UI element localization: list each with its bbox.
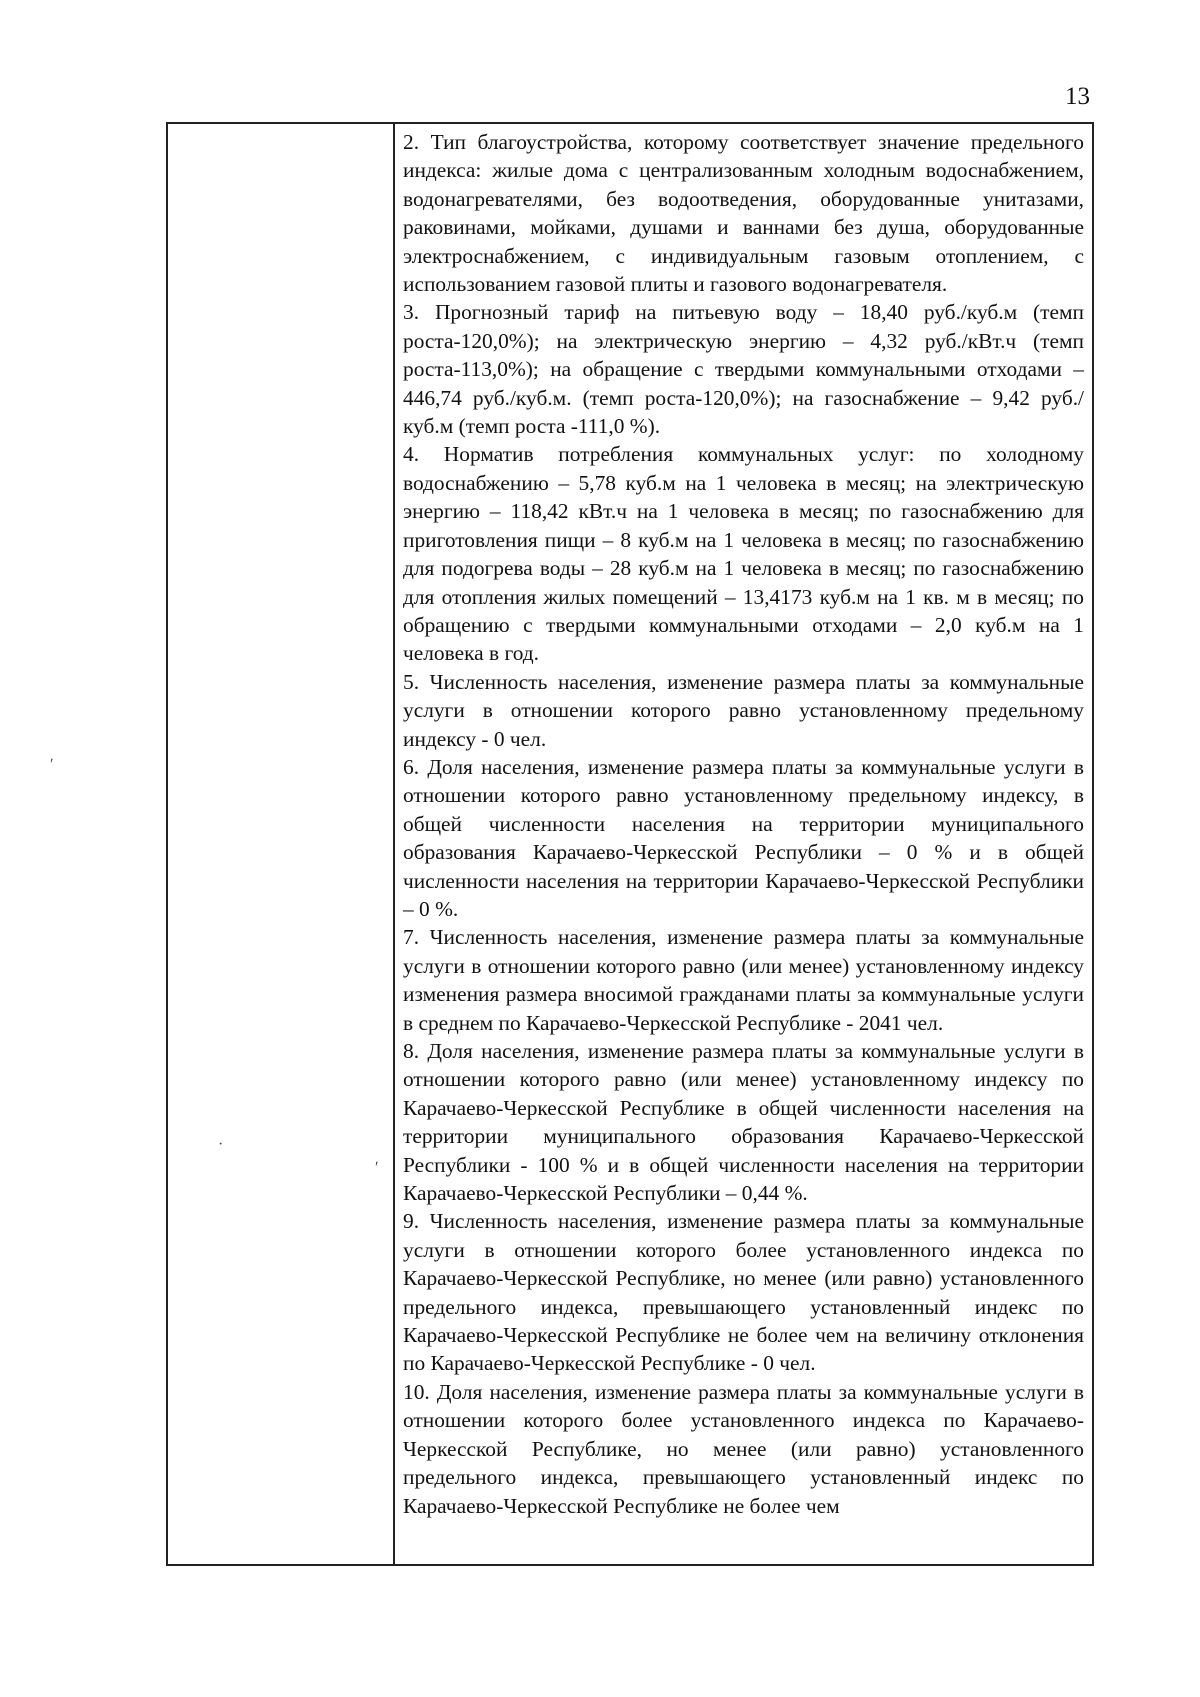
- paragraph-6: 6. Доля населения, изменение размера платы за коммунальные услуги в отношении которого равно установленному предельному индексу, в общей численности населения на территории муниципального образования Карачаево-Черкесской Республики – 0 % и в общей численности населения на территории Карачаево-Черкесской Республики – 0 %.: [403, 754, 1084, 921]
- table-right-cell: [395, 124, 1092, 1564]
- paragraph-7: 7. Численность населения, изменение размера платы за коммунальные услуги в отношении которого равно (или менее) установленному индексу изменения размера вносимой гражданами платы за коммунальные услуги в среднем по Карачаево-Черкесской Республике - 2041 чел.: [403, 925, 1084, 1035]
- paragraph-4: 4. Норматив потребления коммунальных услуг: по холодному водоснабжению – 5,78 куб.м на 1 человека в месяц; на электрическую энергию – 118,42 кВт.ч на 1 человека в месяц; по газоснабжению для приготовления пищи – 8 куб.м на 1 человека в месяц; по газоснабжению для подогрева воды – 28 куб.м на 1 человека в месяц; по газоснабжению для отопления жилых помещений – 13,4173 куб.м на 1 кв. м в месяц; по обращению с твердыми коммунальными отходами – 2,0 куб.м на 1 человека в год.: [403, 442, 1084, 666]
- paragraph-3: 3. Прогнозный тариф на питьевую воду – 18,40 руб./куб.м (темп роста-120,0%); на электрическую энергию – 4,32 руб./кВт.ч (темп роста-113,0%); на обращение с твердыми коммунальными отходами – 446,74 руб./куб.м. (темп роста-120,0%); на газоснабжение – 9,42 руб./куб.м (темп роста -111,0 %).: [403, 300, 1084, 439]
- scan-speck: ʹ: [50, 756, 54, 773]
- paragraph-9: 9. Численность населения, изменение размера платы за коммунальные услуги в отношении которого более установленного индекса по Карачаево-Черкесской Республике, но менее (или равно) установленного предельного индекса, превышающего установленный индекс по Карачаево-Черкесской Республике не более чем на величину отклонения по Карачаево-Черкесской Республике - 0 чел.: [403, 1209, 1084, 1376]
- table-left-cell: [168, 124, 395, 1564]
- scan-speck: ʹ: [375, 1159, 379, 1176]
- paragraph-10: 10. Доля населения, изменение размера платы за коммунальные услуги в отношении которого более установленного индекса по Карачаево-Черкесской Республике, но менее (или равно) установленного предельного индекса, превышающего установленный индекс по Карачаево-Черкесской Республике не более чем: [403, 1379, 1084, 1518]
- page-number: 13: [1065, 83, 1090, 110]
- paragraph-8: 8. Доля населения, изменение размера платы за коммунальные услуги в отношении которого равно (или менее) установленному индексу по Карачаево-Черкесской Республике в общей численности населения на территории муниципального образования Карачаево-Черкесской Республики - 100 % и в общей численности населения на территории Карачаево-Черкесской Республики – 0,44 %.: [403, 1039, 1084, 1206]
- paragraph-2: 2. Тип благоустройства, которому соответствует значение предельного индекса: жилые дома с централизованным холодным водоснабжением, водонагревателями, без водоотведения, оборудованные унитазами, раковинами, мойками, душами и ваннами без душа, оборудованные электроснабжением, с индивидуальным газовым отоплением, с использованием газовой плиты и газового водонагревателя.: [403, 130, 1084, 297]
- scan-speck: ·: [218, 1136, 224, 1153]
- document-table: [166, 122, 1094, 1566]
- paragraph-5: 5. Численность населения, изменение размера платы за коммунальные услуги в отношении которого равно установленному предельному индексу - 0 чел.: [403, 669, 1084, 751]
